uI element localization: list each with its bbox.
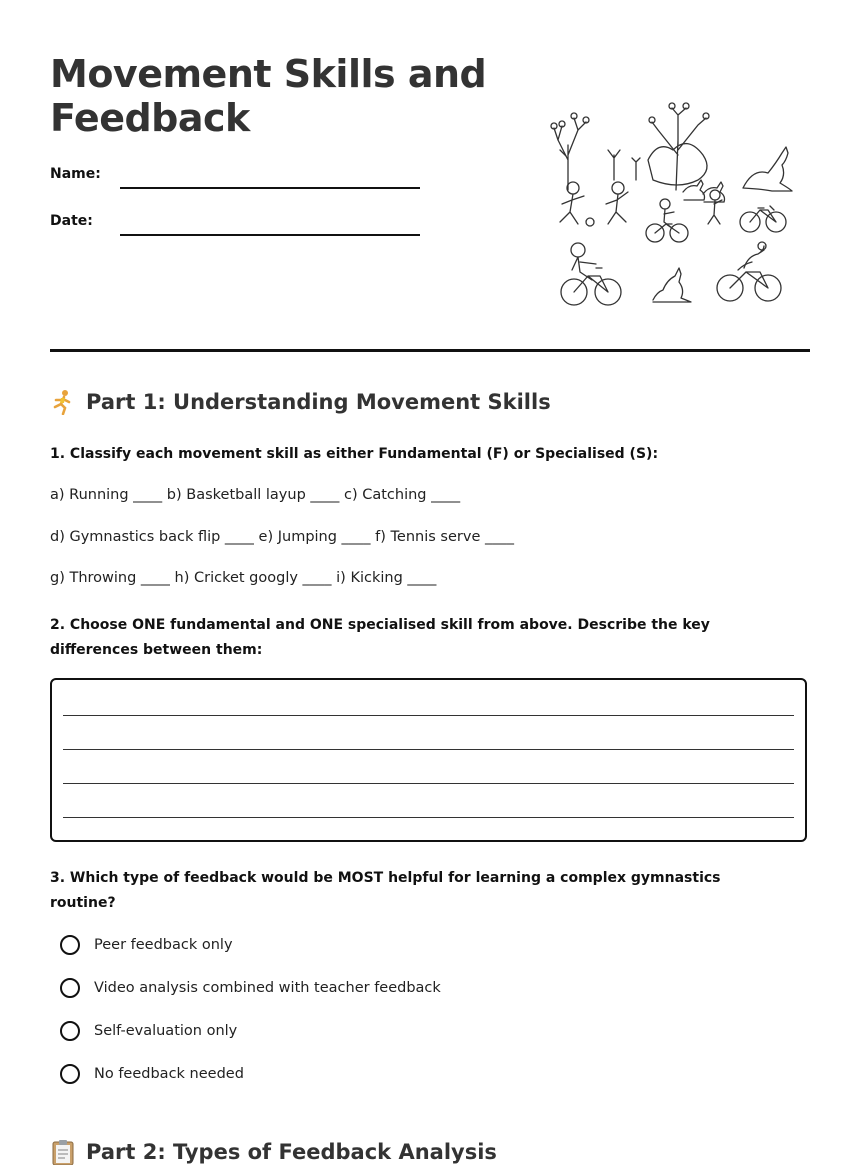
date-input-line[interactable] [120,234,420,236]
writing-line [63,817,794,818]
part2-heading [50,1139,497,1165]
writing-line [63,783,794,784]
kangaroo-icon [743,147,792,191]
radio-button[interactable] [60,935,80,955]
name-label: Name: [50,166,101,182]
section-divider [50,349,810,352]
radio-button[interactable] [60,1064,80,1084]
tree-center-icon [648,103,709,190]
q1-line-1: a) Running ____ b) Basketball layup ____ c) Catching ____ [50,487,461,503]
q3-option-2-label: Video analysis combined with teacher feedback [94,980,441,996]
adult-cycling-icon [717,242,781,301]
q3-option-3-label: Self-evaluation only [94,1023,238,1039]
q3-option-3[interactable] [60,1021,237,1041]
q3-option-1-label: Peer feedback only [94,937,233,953]
child-cycling-bottom-icon [561,243,621,305]
kangaroo-bottom-icon [653,268,691,302]
worksheet-title: Movement Skills and Feedback [50,52,487,140]
q3-option-4[interactable] [60,1064,244,1084]
date-label: Date: [50,213,93,229]
q1-line-3: g) Throwing ____ h) Cricket googly ____ i) Kicking ____ [50,570,437,586]
name-input-line[interactable] [120,187,420,189]
clipboard-icon [50,1139,76,1165]
sapling-icon [608,150,640,180]
writing-line [63,749,794,750]
q1-line-2: d) Gymnastics back flip ____ e) Jumping ____ f) Tennis serve ____ [50,529,514,545]
part2-heading-text: Part 2: Types of Feedback Analysis [86,1140,497,1164]
child-kicking-icon [560,182,594,226]
radio-button[interactable] [60,978,80,998]
question-2-prompt: 2. Choose ONE fundamental and ONE specialised skill from above. Describe the key differences between them: [50,617,710,658]
question-1-prompt: 1. Classify each movement skill as either Fundamental (F) or Specialised (S): [50,446,659,462]
children-playing-illustration [548,100,798,315]
q3-option-4-label: No feedback needed [94,1066,244,1082]
question-3-prompt: 3. Which type of feedback would be MOST helpful for learning a complex gymnastics routine? [50,870,721,911]
writing-line [63,715,794,716]
radio-button[interactable] [60,1021,80,1041]
tree-left-icon [551,113,589,190]
part1-heading [50,389,551,415]
running-person-icon [50,389,76,415]
part1-heading-text: Part 1: Understanding Movement Skills [86,390,551,414]
q3-option-1[interactable] [60,935,233,955]
child-standing-icon [708,190,722,224]
q2-answer-box[interactable] [50,678,807,842]
child-cycling-center-icon [646,199,688,242]
child-running-icon [606,182,628,224]
bicycle-icon [740,206,786,232]
q3-option-2[interactable] [60,978,441,998]
